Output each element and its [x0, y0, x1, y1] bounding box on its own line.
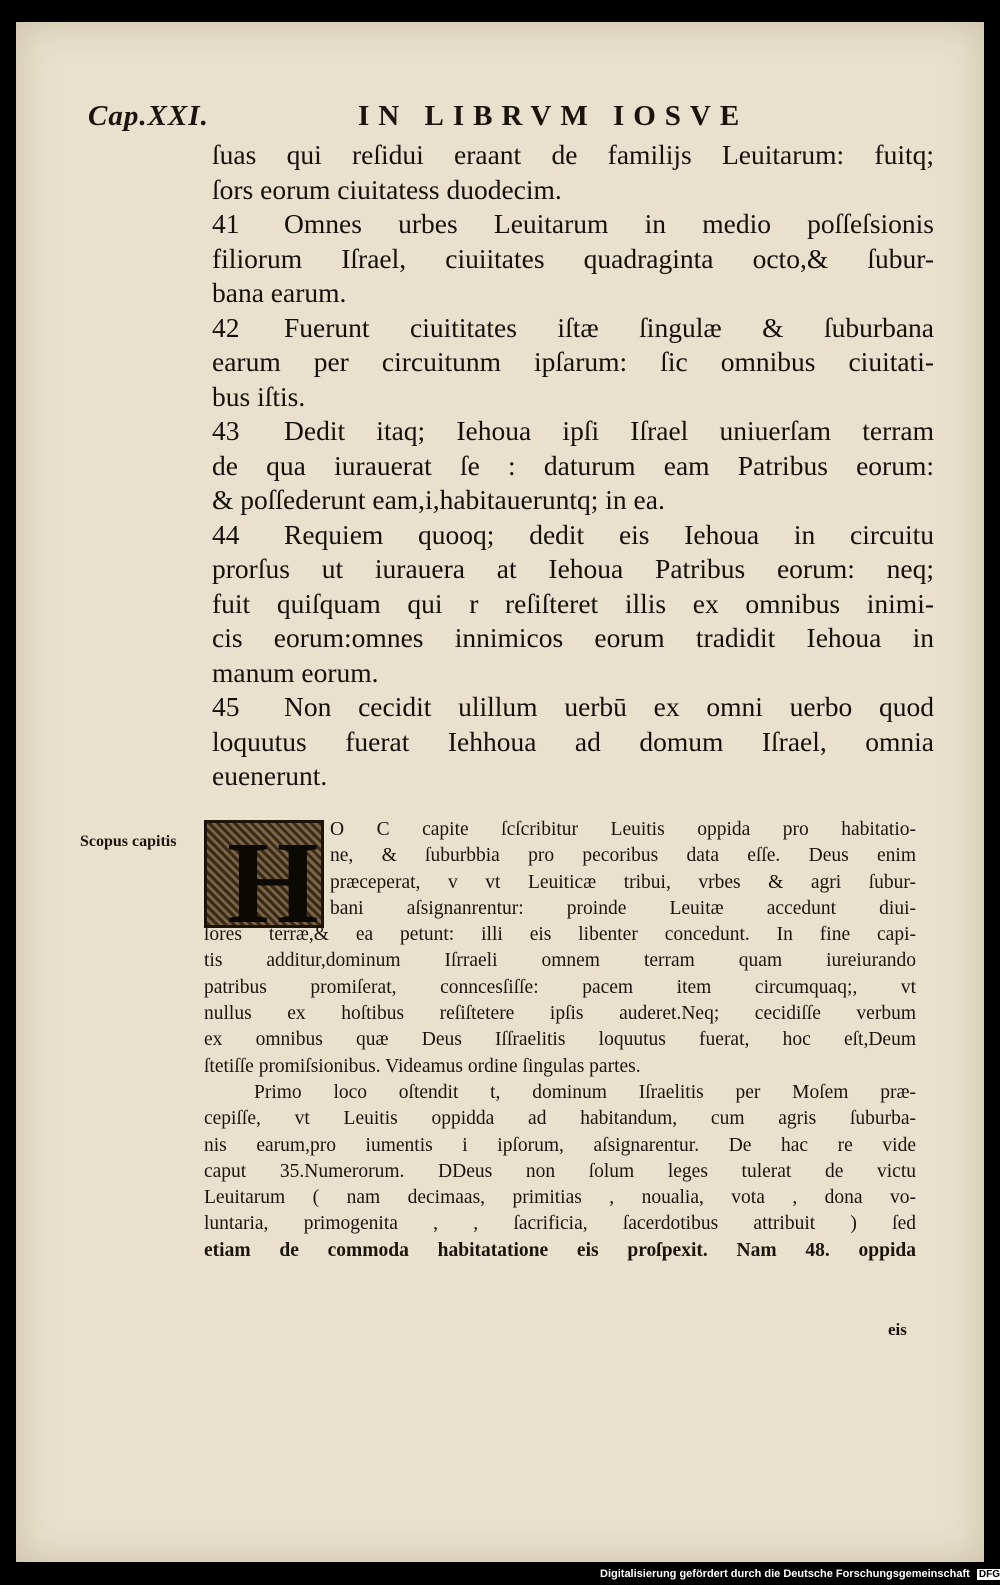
commentary-line: præceperat, v vt Leuiticæ tribui, vrbes & agri ſubur-: [330, 871, 916, 893]
drop-cap-letter: H: [227, 817, 319, 948]
verse-line: [212, 518, 934, 553]
verse-text: ſors eorum ciuitatess duodecim.: [212, 173, 562, 205]
verse-line: [212, 552, 934, 587]
verse-line: [212, 587, 934, 622]
commentary-line: nis earum,pro iumentis i ipſorum, aſsignarentur. De hac re vide: [204, 1134, 916, 1156]
verse-line: [212, 621, 934, 656]
commentary-line: Leuitarum ( nam decimaas, primitias , noualia, vota , dona vo-: [204, 1187, 916, 1209]
verse-line: [212, 656, 934, 691]
verse-text: Requiem quooq; dedit eis Iehoua in circuitu: [284, 518, 934, 550]
verse-line: [212, 138, 934, 173]
verse-text: prorſus ut iurauera at Iehoua Patribus eorum: neq;: [212, 553, 934, 584]
commentary-block: [204, 817, 916, 1264]
verse-text: euenerunt.: [212, 760, 328, 791]
verse-number: 45: [212, 691, 240, 722]
verse-text: filiorum Iſrael, ciuiitates quadraginta octo,& ſubur-: [212, 242, 934, 274]
commentary-line: bani aſsignanrentur: proinde Leuitæ accedunt diui-: [330, 897, 916, 919]
verse-text: & poſſederunt eam,i,habitaueruntq; in ea.: [212, 484, 665, 515]
verse-text: de qua iurauerat ſe : daturum eam Patribus eorum:: [212, 449, 934, 481]
verse-line: [212, 380, 934, 415]
commentary-line: luntaria, primogenita , , ſacrificia, ſacerdotibus attribuit ) ſed: [204, 1213, 916, 1235]
verse-line: [212, 345, 934, 380]
verse-text: bus iſtis.: [212, 380, 306, 412]
chapter-label: Cap.XXI.: [88, 100, 209, 132]
verse-text: Omnes urbes Leuitarum in medio poſſeſsionis: [284, 208, 934, 239]
verse-text: cis eorum:omnes innimicos eorum tradidit Iehoua in: [212, 622, 934, 653]
commentary-line: patribus promiſerat, conncesſiſſe: pacem item circumquaq;, vt: [204, 976, 916, 998]
verse-line: [212, 207, 934, 242]
verse-line: [212, 449, 934, 484]
commentary-line: etiam de commoda habitatatione eis proſpexit. Nam 48. oppida: [204, 1239, 916, 1261]
commentary-line: tis additur,dominum Iſrraeli omnem terram quam iureiurando: [204, 950, 916, 972]
verse-number: 44: [212, 518, 240, 550]
footer-text: Digitalisierung gefördert durch die Deutsche Forschungsgemeinschaft: [600, 1568, 970, 1580]
verse-line: [212, 483, 934, 518]
catchword: eis: [888, 1320, 907, 1339]
verse-line: [212, 759, 934, 794]
verse-line: [212, 690, 934, 725]
commentary-line: Primo loco oſtendit t, dominum Iſraelitis per Moſem præ-: [254, 1081, 916, 1103]
running-header: [88, 100, 808, 133]
commentary-line: caput 35.Numerorum. DDeus non ſolum leges tulerat de victu: [204, 1160, 916, 1182]
commentary-line: nullus ex hoſtibus reſiſtetere ipſis auderet.Neq; cecidiſſe verbum: [204, 1003, 916, 1025]
verse-number: 43: [212, 415, 240, 446]
verse-text: manum eorum.: [212, 656, 379, 688]
verse-line: [212, 414, 934, 449]
verse-text: loquutus fuerat Iehhoua ad domum Iſrael, omnia: [212, 725, 934, 757]
verse-number: 41: [212, 208, 240, 239]
verse-line: [212, 311, 934, 346]
verse-text: earum per circuitunm ipſarum: ſic omnibus ciuitati-: [212, 346, 934, 377]
dfg-logo: DFG: [978, 1569, 1000, 1580]
commentary-line: O C capite ſcſcribitur Leuitis oppida pro habitatio-: [330, 819, 916, 840]
commentary-line: ne, & ſuburbbia pro pecoribus data eſſe. Deus enim: [330, 845, 916, 867]
commentary-line: ſores terræ,& ea petunt: illi eis libenter concedunt. In fine capi-: [204, 924, 916, 946]
margin-note: Scopus capitis: [80, 833, 177, 850]
verse-text: ſuas qui reſidui eraant de familijs Leuitarum: fuitq;: [212, 139, 934, 170]
verse-line: [212, 242, 934, 277]
commentary-line: ſtetiſſe promiſsionibus. Videamus ordine ſingulas partes.: [204, 1055, 641, 1077]
commentary-line: ex omnibus quæ Deus Iſſraelitis loquutus fuerat, hoc eſt,Deum: [204, 1029, 916, 1051]
verse-text: Dedit itaq; Iehoua ipſi Iſrael uniuerſam terram: [284, 415, 934, 446]
running-title: IN LIBRVM IOSVE: [358, 100, 749, 132]
verse-text: Non cecidit ulillum uerbū ex omni uerbo quod: [284, 691, 934, 722]
verse-line: [212, 173, 934, 208]
commentary-line: cepiſſe, vt Leuitis oppidda ad habitandum, cum agris ſuburba-: [204, 1108, 916, 1130]
verse-line: [212, 276, 934, 311]
verse-text: fuit quiſquam qui r reſiſteret illis ex omnibus inimi-: [212, 587, 934, 619]
verse-number: 42: [212, 311, 240, 343]
verse-text: bana earum.: [212, 277, 347, 308]
verse-line: [212, 725, 934, 760]
verse-text: Fuerunt ciuititates iſtæ ſingulæ & ſuburbana: [284, 311, 934, 343]
verse-block: [212, 138, 934, 794]
digitization-footer: [600, 1568, 1000, 1580]
